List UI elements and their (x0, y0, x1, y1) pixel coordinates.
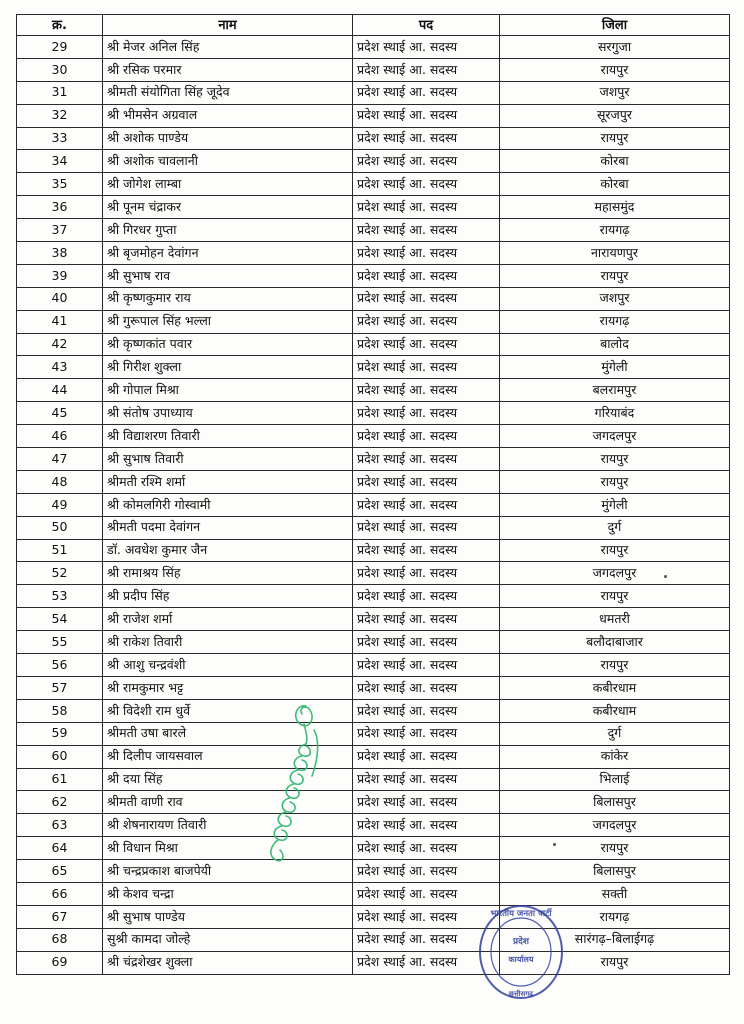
member-name: श्री सुभाष राव (103, 264, 353, 287)
member-district: रायपुर (500, 264, 730, 287)
table-row (17, 814, 730, 837)
member-name: श्रीमती पदमा देवांगन (103, 516, 353, 539)
member-district: रायगढ़ (500, 219, 730, 242)
table-row (17, 493, 730, 516)
stamp-line4: छत्तीसगढ़ (508, 990, 534, 998)
member-post: प्रदेश स्थाई आ. सदस्य (353, 356, 500, 379)
member-name: श्री गिरधर गुप्ता (103, 219, 353, 242)
member-district: रायगढ़ (500, 905, 730, 928)
member-post: प्रदेश स्थाई आ. सदस्य (353, 310, 500, 333)
member-district: रायपुर (500, 58, 730, 81)
member-name: श्री रामाश्रय सिंह (103, 562, 353, 585)
member-district: कबीरधाम (500, 699, 730, 722)
row-number: 62 (17, 791, 103, 814)
member-name: श्रीमती संयोगिता सिंह जूदेव (103, 81, 353, 104)
member-name: श्री रामकुमार भट्ट (103, 676, 353, 699)
member-district: महासमुंद (500, 196, 730, 219)
row-number: 46 (17, 425, 103, 448)
member-district: रायपुर (500, 585, 730, 608)
table-row (17, 448, 730, 471)
row-number: 58 (17, 699, 103, 722)
member-district: बलौदाबाजार (500, 631, 730, 654)
table-row (17, 104, 730, 127)
header-name: नाम (103, 15, 353, 36)
member-name: श्री राकेश तिवारी (103, 631, 353, 654)
member-district: कोरबा (500, 173, 730, 196)
row-number: 68 (17, 928, 103, 951)
table-row (17, 287, 730, 310)
member-name: श्री गिरीश शुक्ला (103, 356, 353, 379)
table-row (17, 425, 730, 448)
member-name: श्री कृष्णकुमार राय (103, 287, 353, 310)
table-row (17, 310, 730, 333)
member-post: प्रदेश स्थाई आ. सदस्य (353, 951, 500, 974)
table-row (17, 81, 730, 104)
member-name: श्री अशोक पाण्डेय (103, 127, 353, 150)
member-post: प्रदेश स्थाई आ. सदस्य (353, 745, 500, 768)
member-name: श्री विधान मिश्रा (103, 837, 353, 860)
member-name: श्री भीमसेन अग्रवाल (103, 104, 353, 127)
member-name: श्री पूनम चंद्राकर (103, 196, 353, 219)
member-name: श्री रसिक परमार (103, 58, 353, 81)
table-body (17, 36, 730, 975)
row-number: 54 (17, 608, 103, 631)
member-post: प्रदेश स्थाई आ. सदस्य (353, 928, 500, 951)
table-row (17, 791, 730, 814)
table-header (17, 15, 730, 36)
row-number: 39 (17, 264, 103, 287)
member-post: प्रदेश स्थाई आ. सदस्य (353, 425, 500, 448)
member-district: बिलासपुर (500, 860, 730, 883)
member-name: श्री विदेशी राम धुर्वे (103, 699, 353, 722)
row-number: 52 (17, 562, 103, 585)
member-name: श्री आशु चन्द्रवंशी (103, 654, 353, 677)
row-number: 43 (17, 356, 103, 379)
member-district: मुंगेली (500, 493, 730, 516)
table-row (17, 585, 730, 608)
row-number: 36 (17, 196, 103, 219)
table-row (17, 745, 730, 768)
member-name: श्री शेषनारायण तिवारी (103, 814, 353, 837)
row-number: 53 (17, 585, 103, 608)
table-row (17, 516, 730, 539)
member-district: सक्ती (500, 882, 730, 905)
member-district: कांकेर (500, 745, 730, 768)
table-row (17, 219, 730, 242)
table-row (17, 242, 730, 265)
member-district: रायपुर (500, 470, 730, 493)
member-district: रायपुर (500, 951, 730, 974)
member-name: श्री सुभाष तिवारी (103, 448, 353, 471)
member-district: दुर्ग (500, 722, 730, 745)
table-row (17, 562, 730, 585)
member-post: प्रदेश स्थाई आ. सदस्य (353, 493, 500, 516)
member-name: सुश्री कामदा जोल्हे (103, 928, 353, 951)
members-table (16, 14, 730, 975)
member-post: प्रदेश स्थाई आ. सदस्य (353, 264, 500, 287)
member-post: प्रदेश स्थाई आ. सदस्य (353, 585, 500, 608)
member-post: प्रदेश स्थाई आ. सदस्य (353, 699, 500, 722)
row-number: 60 (17, 745, 103, 768)
scan-speck (553, 843, 556, 846)
member-district: जशपुर (500, 81, 730, 104)
row-number: 61 (17, 768, 103, 791)
member-district: रायपुर (500, 837, 730, 860)
member-district: बलरामपुर (500, 379, 730, 402)
member-name: श्री संतोष उपाध्याय (103, 402, 353, 425)
table-row (17, 379, 730, 402)
row-number: 51 (17, 539, 103, 562)
member-post: प्रदेश स्थाई आ. सदस्य (353, 470, 500, 493)
member-name: श्री मेजर अनिल सिंह (103, 36, 353, 59)
row-number: 69 (17, 951, 103, 974)
member-post: प्रदेश स्थाई आ. सदस्य (353, 379, 500, 402)
member-district: सरगुजा (500, 36, 730, 59)
member-name: श्री सुभाष पाण्डेय (103, 905, 353, 928)
member-name: श्री दया सिंह (103, 768, 353, 791)
scan-speck (664, 575, 667, 578)
table-row (17, 608, 730, 631)
table-row (17, 264, 730, 287)
member-post: प्रदेश स्थाई आ. सदस्य (353, 562, 500, 585)
member-post: प्रदेश स्थाई आ. सदस्य (353, 654, 500, 677)
table-row (17, 333, 730, 356)
member-district: बिलासपुर (500, 791, 730, 814)
member-district: जगदलपुर (500, 814, 730, 837)
row-number: 44 (17, 379, 103, 402)
table-row (17, 860, 730, 883)
stamp-line2: प्रदेश (512, 937, 530, 947)
member-post: प्रदेश स्थाई आ. सदस्य (353, 219, 500, 242)
member-district: जगदलपुर (500, 425, 730, 448)
member-post: प्रदेश स्थाई आ. सदस्य (353, 150, 500, 173)
member-post: प्रदेश स्थाई आ. सदस्य (353, 402, 500, 425)
member-name: श्री जोगेश लाम्बा (103, 173, 353, 196)
member-post: प्रदेश स्थाई आ. सदस्य (353, 676, 500, 699)
member-district: कोरबा (500, 150, 730, 173)
member-district: सारंगढ़–बिलाईगढ़ (500, 928, 730, 951)
row-number: 38 (17, 242, 103, 265)
row-number: 64 (17, 837, 103, 860)
row-number: 45 (17, 402, 103, 425)
row-number: 35 (17, 173, 103, 196)
member-post: प्रदेश स्थाई आ. सदस्य (353, 882, 500, 905)
table-row (17, 196, 730, 219)
member-post: प्रदेश स्थाई आ. सदस्य (353, 36, 500, 59)
table-row (17, 150, 730, 173)
row-number: 63 (17, 814, 103, 837)
member-name: श्री अशोक चावलानी (103, 150, 353, 173)
member-district: नारायणपुर (500, 242, 730, 265)
member-post: प्रदेश स्थाई आ. सदस्य (353, 81, 500, 104)
row-number: 34 (17, 150, 103, 173)
table-row (17, 676, 730, 699)
member-name: श्रीमती रश्मि शर्मा (103, 470, 353, 493)
table-row (17, 654, 730, 677)
member-post: प्रदेश स्थाई आ. सदस्य (353, 791, 500, 814)
member-district: धमतरी (500, 608, 730, 631)
member-post: प्रदेश स्थाई आ. सदस्य (353, 516, 500, 539)
member-name: डॉ. अवधेश कुमार जैन (103, 539, 353, 562)
row-number: 40 (17, 287, 103, 310)
header-number: क्र. (17, 15, 103, 36)
member-name: श्री राजेश शर्मा (103, 608, 353, 631)
member-post: प्रदेश स्थाई आ. सदस्य (353, 242, 500, 265)
table-row (17, 631, 730, 654)
member-name: श्रीमती वाणी राव (103, 791, 353, 814)
member-post: प्रदेश स्थाई आ. सदस्य (353, 58, 500, 81)
row-number: 32 (17, 104, 103, 127)
row-number: 31 (17, 81, 103, 104)
member-post: प्रदेश स्थाई आ. सदस्य (353, 104, 500, 127)
row-number: 55 (17, 631, 103, 654)
row-number: 67 (17, 905, 103, 928)
member-post: प्रदेश स्थाई आ. सदस्य (353, 539, 500, 562)
member-name: श्री गोपाल मिश्रा (103, 379, 353, 402)
member-post: प्रदेश स्थाई आ. सदस्य (353, 196, 500, 219)
header-district: जिला (500, 15, 730, 36)
table-row (17, 699, 730, 722)
member-post: प्रदेश स्थाई आ. सदस्य (353, 722, 500, 745)
member-district: भिलाई (500, 768, 730, 791)
member-name: श्री प्रदीप सिंह (103, 585, 353, 608)
table-row (17, 356, 730, 379)
member-post: प्रदेश स्थाई आ. सदस्य (353, 608, 500, 631)
member-name: श्री दिलीप जायसवाल (103, 745, 353, 768)
member-post: प्रदेश स्थाई आ. सदस्य (353, 837, 500, 860)
table-row (17, 951, 730, 974)
member-district: सूरजपुर (500, 104, 730, 127)
table-row (17, 837, 730, 860)
table-row (17, 722, 730, 745)
table-row (17, 470, 730, 493)
member-name: श्री कोमलगिरी गोस्वामी (103, 493, 353, 516)
member-post: प्रदेश स्थाई आ. सदस्य (353, 448, 500, 471)
member-name: श्री बृजमोहन देवांगन (103, 242, 353, 265)
row-number: 30 (17, 58, 103, 81)
row-number: 29 (17, 36, 103, 59)
table-row (17, 173, 730, 196)
table-row (17, 905, 730, 928)
member-district: कबीरधाम (500, 676, 730, 699)
member-district: जशपुर (500, 287, 730, 310)
table-row (17, 882, 730, 905)
member-district: रायगढ़ (500, 310, 730, 333)
member-district: रायपुर (500, 539, 730, 562)
member-name: श्री गुरूपाल सिंह भल्ला (103, 310, 353, 333)
member-name: श्री केशव चन्द्रा (103, 882, 353, 905)
row-number: 42 (17, 333, 103, 356)
member-district: दुर्ग (500, 516, 730, 539)
row-number: 57 (17, 676, 103, 699)
row-number: 33 (17, 127, 103, 150)
table-row (17, 127, 730, 150)
member-name: श्री चन्द्रप्रकाश बाजपेयी (103, 860, 353, 883)
table-row (17, 402, 730, 425)
member-post: प्रदेश स्थाई आ. सदस्य (353, 287, 500, 310)
row-number: 65 (17, 860, 103, 883)
header-row (17, 15, 730, 36)
member-name: श्री विद्याशरण तिवारी (103, 425, 353, 448)
table-row (17, 539, 730, 562)
member-district: रायपुर (500, 127, 730, 150)
member-name: श्रीमती उषा बारले (103, 722, 353, 745)
table-row (17, 36, 730, 59)
row-number: 59 (17, 722, 103, 745)
row-number: 41 (17, 310, 103, 333)
member-post: प्रदेश स्थाई आ. सदस्य (353, 860, 500, 883)
row-number: 50 (17, 516, 103, 539)
table-row (17, 768, 730, 791)
table-row (17, 928, 730, 951)
header-post: पद (353, 15, 500, 36)
member-district: गरियाबंद (500, 402, 730, 425)
stamp-line1: भारतीय जनता पार्टी (490, 909, 552, 919)
member-post: प्रदेश स्थाई आ. सदस्य (353, 905, 500, 928)
member-district: रायपुर (500, 448, 730, 471)
stamp-line3: कार्यालय (508, 955, 534, 964)
member-district: रायपुर (500, 654, 730, 677)
row-number: 47 (17, 448, 103, 471)
member-name: श्री कृष्णकांत पवार (103, 333, 353, 356)
member-post: प्रदेश स्थाई आ. सदस्य (353, 814, 500, 837)
table-row (17, 58, 730, 81)
member-district: मुंगेली (500, 356, 730, 379)
member-post: प्रदेश स्थाई आ. सदस्य (353, 127, 500, 150)
row-number: 56 (17, 654, 103, 677)
member-district: बालोद (500, 333, 730, 356)
member-post: प्रदेश स्थाई आ. सदस्य (353, 768, 500, 791)
member-post: प्रदेश स्थाई आ. सदस्य (353, 333, 500, 356)
member-post: प्रदेश स्थाई आ. सदस्य (353, 173, 500, 196)
member-district: जगदलपुर (500, 562, 730, 585)
member-name: श्री चंद्रशेखर शुक्ला (103, 951, 353, 974)
row-number: 48 (17, 470, 103, 493)
member-post: प्रदेश स्थाई आ. सदस्य (353, 631, 500, 654)
row-number: 49 (17, 493, 103, 516)
row-number: 37 (17, 219, 103, 242)
row-number: 66 (17, 882, 103, 905)
